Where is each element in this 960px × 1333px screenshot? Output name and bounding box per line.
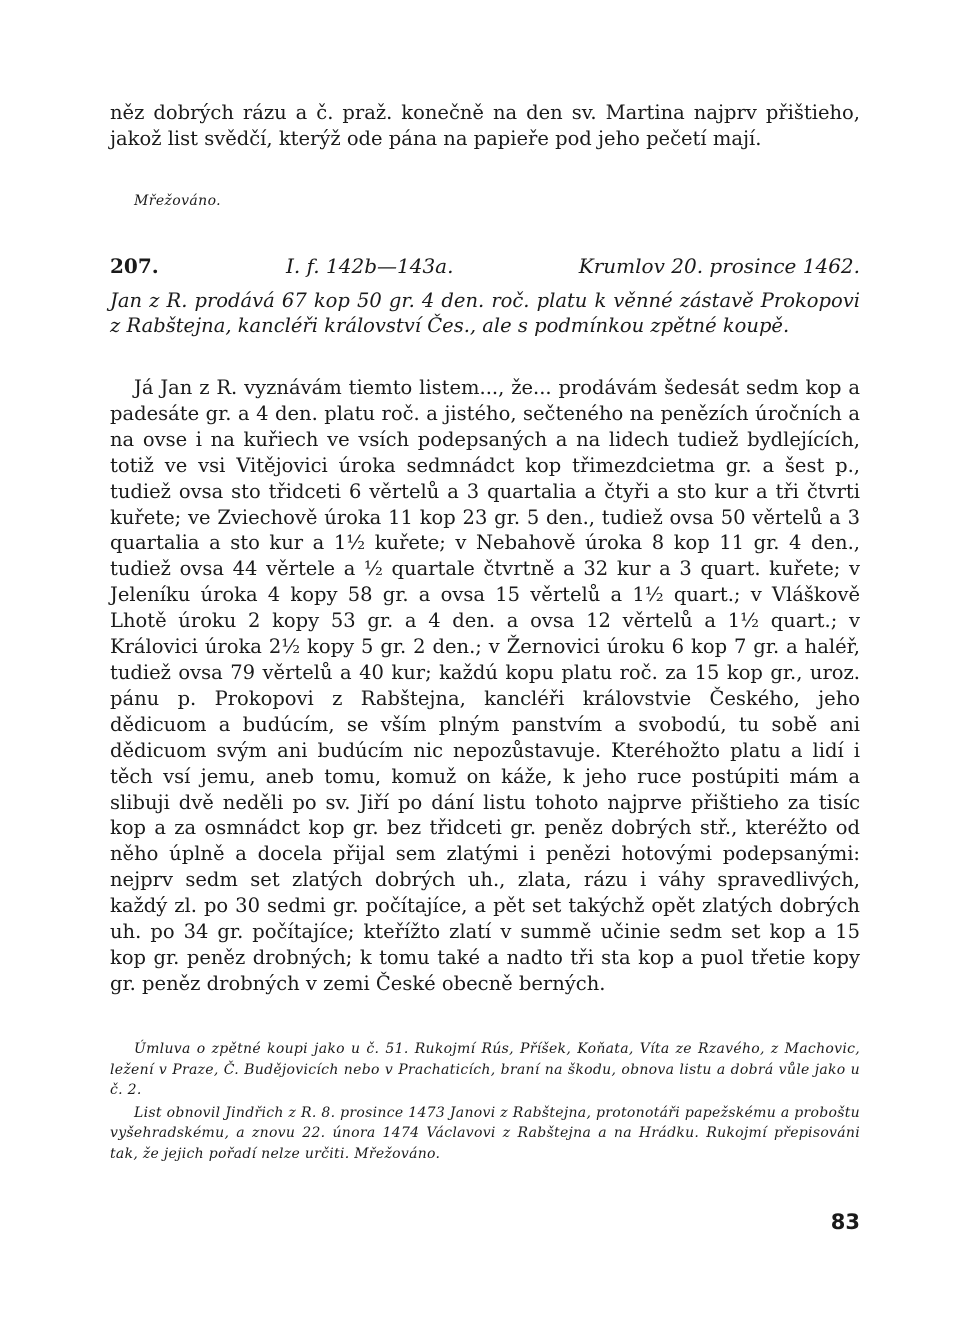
regest-block	[110, 288, 860, 338]
entry-number: 207.	[110, 254, 159, 278]
entry-folio: I. f. 142b—143a.	[286, 254, 454, 278]
entry-note-1: Úmluva o zpětné koupi jako u č. 51. Rukojmí Rús, Příšek, Koňata, Víta ze Rzavého, z Machovic, ležení v Praze, Č. Budějovicích nebo v Prachaticích, braní na škodu, obnova listu a dobrá vůle jako u č. 2.	[110, 1041, 860, 1098]
entry-regest: Jan z R. prodává 67 kop 50 gr. 4 den. roč. platu k věnné zástavě Prokopovi z Rabštejna, kancléři království Čes., ale s podmínkou zpětné koupě.	[110, 289, 860, 337]
preceding-place-note: Mřežováno.	[134, 193, 222, 209]
main-text-block	[110, 375, 860, 997]
entry-note-2: List obnovil Jindřich z R. 8. prosince 1473 Janovi z Rabštejna, protonotáři papežskému a proboštu vyšehradskému, a znovu 22. února 1474 Václavovi z Rabštejna a na Hrádku. Rukojmí přepisováni tak, že jejich pořadí nelze určiti. Mřežováno.	[110, 1104, 860, 1162]
entry-main-text-body: Já Jan z R. vyznávám tiemto listem..., že... prodávám šedesát sedm kop a padesáte gr. a 4 den. platu roč. a jistého, sečteného na penězích úročních a na ovse i na kuřiech ve vsích podepsaných a na lidech tudiež bydlejících, totiž ve vsi Vitějovici úroka sedmnádct kop třimezdcietma gr. a šest p., tudiež ovsa sto třidceti 6 věrtelů a 3 quartalia a čtyři a sto kur a tři čtvrti kuřete; ve Zviechově úroka 11 kop 23 gr. 5 den., tudiež ovsa 50 věrtelů a 3 quartalia a sto kur a 1½ kuřete; v Nebahově úroka 8 kop 11 gr. 4 den., tudiež ovsa 44 věrtele a ½ quartale čtvrtně a 32 kur a 3 quart. kuřete; v Jeleníku úroka 4 kopy 58 gr. a ovsa 15 věrtelů a 1½ quart.; v Vláškově Lhotě úroku 2 kopy 53 gr. a 4 den. a ovsa 12 věrtelů a 1½ quart.; v Královici úroka 2½ kopy 5 gr. 2 den.; v Žernovici úroku 6 kop 7 gr. a haléř, tudiež ovsa 79 věrtelů a 40 kur; každú kopu platu roč. za 15 kop gr., uroz. pánu p. Prokopovi z Rabštejna, kancléři královstvie Českého, jeho dědicuom a budúcím, se vším plným panstvím a svobodú, tu sobě ani dědicuom svým ani budúcím nic nepozůstavuje. Kteréhožto platu a lidí i těch vsí jemu, aneb tomu, komuž on káže, k jeho ruce postúpiti mám a slibuji dvě neděli po sv. Jiří po dání listu tohoto najprve přištieho za tisíc kop a za osmnádct kop gr. bez třidceti gr. peněz dobrých stř., kteréžto od něho úplně a docela přijal sem zlatými i penězi hotovými podepsanými: nejprv sedm set zlatých dobrých uh., zlata, rázu i váhy spravedlivých, každý zl. po 30 sedmi gr. počítajíce, a pět set takýchž opět zlatých dobrých uh. po 34 gr. počítajíce; kteřížto zlatí v summě učinie sedm set kop a 15 kop gr. peněz drobných; k tomu také a nadto tři sta kop a puol třetie kopy gr. peněz drobných v zemi České obecně berných.	[110, 376, 860, 995]
continuation-paragraph: něz dobrých rázu a č. praž. konečně na den sv. Martina najprv přištieho, jakož list svědčí, kterýž ode pána na papieře pod jeho pečetí mají.	[110, 101, 860, 150]
page-number: 83	[830, 1210, 860, 1234]
preceding-place-block	[110, 193, 860, 209]
entry-main-text	[110, 375, 860, 997]
continuation-block	[110, 100, 860, 152]
notes-block	[110, 1039, 860, 1164]
entry-place-date: Krumlov 20. prosince 1462.	[578, 254, 860, 278]
entry-header	[110, 254, 860, 280]
